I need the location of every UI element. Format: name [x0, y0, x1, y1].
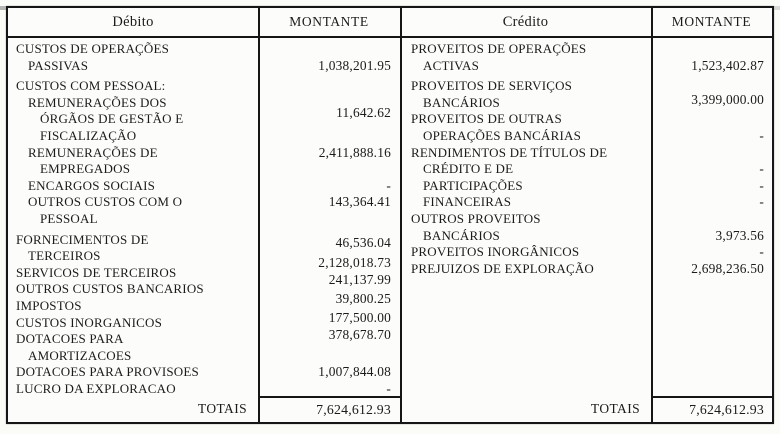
- row-amount: -: [759, 177, 764, 193]
- table-row: [8, 41, 400, 74]
- row-label: PESSOAL: [40, 210, 98, 226]
- table-row: [400, 78, 772, 111]
- row-label: AMORTIZACOES: [28, 347, 132, 363]
- row-amount: -: [386, 380, 391, 396]
- row-amount: 2,128,018.73: [318, 254, 391, 270]
- row-amount: -: [759, 244, 764, 260]
- row-label: CUSTOS INORGANICOS: [16, 314, 163, 330]
- debit-total-amount: 7,624,612.93: [258, 396, 400, 422]
- row-label: LUCRO DA EXPLORACAO: [16, 380, 176, 396]
- row-amount: -: [386, 177, 391, 193]
- row-label: RENDIMENTOS DE TÍTULOS DE: [411, 144, 608, 160]
- row-label: FISCALIZAÇÃO: [40, 127, 137, 143]
- row-label: FORNECIMENTOS DE: [16, 231, 149, 247]
- table-row: [8, 145, 400, 178]
- row-label: CUSTOS COM PESSOAL:: [16, 78, 166, 94]
- row-label: OUTROS CUSTOS COM O: [28, 194, 183, 210]
- row-label: OUTROS CUSTOS BANCARIOS: [16, 281, 204, 297]
- balance-table: [6, 6, 774, 424]
- row-label: ENCARGOS SOCIAIS: [28, 177, 156, 193]
- table-row: [8, 327, 400, 364]
- row-label: CUSTOS DE OPERAÇÕES: [16, 41, 170, 56]
- row-label: PASSIVAS: [28, 57, 89, 73]
- row-amount: 3,399,000.00: [691, 92, 764, 108]
- row-amount: 378,678.70: [328, 327, 391, 343]
- row-label: PROVEITOS DE OUTRAS: [411, 111, 562, 127]
- row-amount: 2,411,888.16: [318, 144, 391, 160]
- row-amount: 46,536.04: [335, 234, 391, 250]
- row-label: PROVEITOS DE OPERAÇÕES: [411, 41, 587, 56]
- row-amount: -: [759, 127, 764, 143]
- row-label: PROVEITOS INORGÂNICOS: [411, 244, 580, 260]
- row-label: SERVICOS DE TERCEIROS: [16, 264, 177, 280]
- debit-amount-header: MONTANTE: [289, 14, 369, 29]
- row-amount: -: [759, 194, 764, 210]
- row-label: OPERAÇÕES BANCÁRIAS: [423, 127, 582, 143]
- row-amount: 1,523,402.87: [691, 57, 764, 73]
- table-row: [8, 364, 400, 381]
- row-amount: 39,800.25: [335, 290, 391, 306]
- row-amount: 241,137.99: [328, 272, 391, 288]
- row-label: PARTICIPAÇÕES: [423, 177, 523, 193]
- debit-header: Débito: [112, 13, 154, 30]
- row-amount: 1,007,844.08: [318, 364, 391, 380]
- table-row: [400, 211, 772, 244]
- row-amount: 177,500.00: [328, 309, 391, 325]
- row-label: ACTIVAS: [423, 57, 480, 73]
- row-label: PROVEITOS DE SERVIÇOS: [411, 78, 573, 94]
- totals-row: [8, 396, 772, 422]
- row-amount: -: [759, 161, 764, 177]
- debit-totals-label: TOTAIS: [197, 401, 247, 416]
- credit-totals-label: TOTAIS: [590, 401, 640, 416]
- row-amount: 1,038,201.95: [318, 57, 391, 73]
- row-label: REMUNERAÇÕES DOS: [28, 94, 167, 110]
- credit-section: [400, 41, 772, 396]
- row-label: IMPOSTOS: [16, 297, 82, 313]
- row-label: REMUNERAÇÕES DE: [28, 144, 158, 160]
- table-row: [400, 41, 772, 74]
- row-label: TERCEIROS: [28, 248, 101, 264]
- table-row: [8, 194, 400, 227]
- row-label: FINANCEIRAS: [423, 194, 512, 210]
- row-label: BANCÁRIOS: [423, 227, 500, 243]
- row-amount: 3,973.56: [715, 227, 764, 243]
- row-label: OUTROS PROVEITOS: [411, 210, 541, 226]
- debit-section: [8, 41, 400, 396]
- credit-amount-header: MONTANTE: [671, 14, 752, 29]
- table-row: [8, 78, 400, 95]
- row-label: ÓRGÃOS DE GESTÃO E: [40, 111, 184, 127]
- row-label: DOTACOES PARA PROVISOES: [16, 364, 199, 380]
- row-amount: 11,642.62: [336, 104, 391, 120]
- table-row: [400, 244, 772, 261]
- table-row: [8, 381, 400, 398]
- table-body: [8, 38, 772, 396]
- row-label: BANCÁRIOS: [423, 94, 500, 110]
- row-label: PREJUIZOS DE EXPLORAÇÃO: [411, 260, 595, 276]
- table-row: [8, 95, 400, 145]
- row-label: DOTACOES PARA: [16, 331, 124, 347]
- table-row: [400, 145, 772, 211]
- table-row: [400, 111, 772, 144]
- table-row: [8, 178, 400, 195]
- row-label: CRÉDITO E DE: [423, 161, 514, 177]
- credit-header: Crédito: [502, 13, 549, 30]
- table-row: [400, 261, 772, 278]
- row-label: EMPREGADOS: [40, 161, 131, 177]
- row-amount: 2,698,236.50: [691, 260, 764, 276]
- row-amount: 143,364.41: [328, 194, 391, 210]
- credit-total-amount: 7,624,612.93: [651, 396, 772, 422]
- table-header-row: [8, 8, 772, 38]
